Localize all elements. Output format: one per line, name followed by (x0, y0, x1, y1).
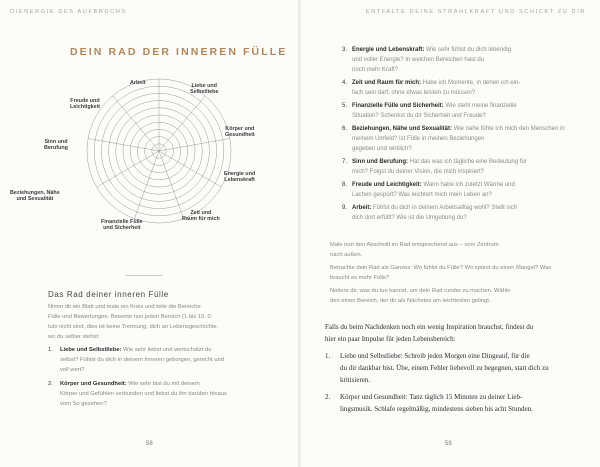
list-item-text: Lachen gespürt? Was leichtert mich mein Leben an? (352, 192, 492, 198)
wheel-spoke (159, 139, 230, 152)
list-item-text: Wie sehr fühlst du dich lebendig (426, 47, 512, 53)
list-item-text: Hat das was ich tägliche eine Bedeutung für (409, 159, 527, 165)
wheel-spoke (159, 96, 205, 151)
wheel-label-koerper: Körper und Gesundheit (225, 126, 255, 139)
list-item-number: 4. (342, 80, 348, 86)
list-item-text: gegeben und wirklich? (352, 146, 412, 152)
wheel-label-energie: Energie und Lebenskraft (224, 171, 256, 184)
list-item-text: Wie sehr liebst und wertschätzt du (123, 347, 212, 353)
wheel-spoke (159, 151, 221, 187)
reflection-line: braucht es mehr Fülle? (330, 275, 390, 281)
list-item-number: 3. (342, 47, 348, 53)
serif-item-line: Körper und Gesundheit: Tanz täglich 15 Minuten zu deiner Lieb- (340, 393, 523, 401)
wheel-spoke (97, 151, 159, 187)
section-subheading: Das Rad deiner inneren Fülle (48, 290, 169, 299)
list-item-number: 7. (342, 159, 348, 165)
list-item-number: 5. (342, 103, 348, 109)
list-item-text: noch mehr Kraft? (352, 67, 399, 73)
page-number-right: 59 (445, 441, 452, 447)
list-item-text: fach sein darf, ohne etwas leisten zu müssen? (352, 90, 476, 96)
list-item-text: Wie steht meine finanzielle (445, 103, 517, 109)
wheel-label-sinn: Sinn und Berufung (44, 139, 68, 152)
running-header-left: DIENERGIE DES AUFBRUCHS (10, 9, 127, 15)
list-item-number: 8. (342, 182, 348, 188)
list-item-number: 2. (48, 381, 53, 387)
list-item-text: dich dort erfüllt? Wie ist die Umgebung du? (352, 215, 467, 221)
serif-item-line: Liebe und Selbstliebe: Schreib jeden Morgen eine Dingeauf, für die (340, 352, 530, 360)
serif-item-line: du dir dankbar bist. Übe, einem Fehler liebevoll zu begegnen, statt dich zu (340, 364, 549, 372)
serif-item-line: kritisieren. (340, 376, 371, 384)
list-item-label: Sinn und Berufung: (352, 159, 408, 165)
left-page (0, 0, 299, 467)
wheel-spoke (88, 139, 159, 152)
list-item-text: selbst? Fühlst du dich in deinem Inneren geborgen, gerecht und (60, 357, 225, 363)
list-item-text: Wie sehr bist du mit deinem (128, 381, 200, 387)
serif-item-line: lingsmusik. Schlafe regelmäßig, mindestens sieben bis acht Stunden. (340, 405, 533, 413)
list-item-text: Körper und Gefühlen verbunden und liebst du ihn darüber hinaus (60, 391, 227, 397)
wheel-diagram (0, 66, 299, 266)
list-item-label: Liebe und Selbstliebe: (60, 347, 122, 353)
wheel-label-arbeit: Arbeit (130, 80, 146, 86)
page-title: DEIN RAD DER INNEREN FÜLLE (70, 46, 288, 58)
list-item-label: Freude und Leichtigkeit: (352, 182, 422, 188)
list-item-text: meinem Umfeld? Ist Fülle in meinen Beziehungen (352, 136, 485, 142)
list-item-text: Wie nahe fühle ich mich den Menschen in (453, 126, 565, 132)
list-item-label: Arbeit: (352, 205, 372, 211)
list-item-label: Energie und Lebenskraft: (352, 47, 425, 53)
list-item-text: Habe ich Momente, in denen ich ein- (422, 80, 521, 86)
reflection-line: Betrachte dein Rad als Ganzes: Wo fühlst du Fülle? Wo spürst du einen Mangel? Was (330, 265, 552, 271)
list-item-label: Finanzielle Fülle und Sicherheit: (352, 103, 444, 109)
list-item-number: 9. (342, 205, 348, 211)
running-header-right: ENTFALTE DEINE STRAHLKRAFT UND SCHICKT ZU DIR (365, 9, 586, 15)
list-item-number: 1. (48, 347, 53, 353)
serif-intro-line: hier ein paar Impulse für jeden Lebensbereich: (325, 335, 456, 343)
body-line-4: wo du selber stehst: (48, 334, 100, 340)
list-item-text: Wann habe ich zuletzt Wärme und (423, 182, 515, 188)
section-divider (126, 275, 162, 276)
wheel-label-freude: Freude und Leichtigkeit (70, 98, 100, 111)
wheel-label-zeit: Zeit und Raum für mich (182, 210, 220, 223)
body-line-2: Fülle und Bewertungen. Bewerte nun jeden Bereich (1 bis 10. 0 (48, 314, 211, 320)
list-item (60, 345, 211, 355)
list-item-number: 6. (342, 126, 348, 132)
serif-item-number: 1. (325, 352, 331, 360)
reflection-line: Male nun den Abschnitt im Rad entsprechend aus – vom Zentrum (330, 242, 499, 248)
list-item-label: Beziehungen, Nähe und Sexualität: (352, 126, 453, 132)
body-line-3: tuts nicht sind, dies ist keine Trennung, dich an Lebensgeschichte. (48, 324, 219, 330)
reflection-line: Notiere dir, was du tun kannst, um dein Rad runder zu machen. Wähle (330, 288, 511, 294)
wheel-of-fullness (0, 66, 299, 266)
reflection-line: nach außen. (330, 252, 363, 258)
wheel-label-beziehungen: Beziehungen, Nähe und Sexualität (10, 190, 60, 203)
list-item (60, 379, 200, 389)
reflection-line: den einen Bereich, der dir als Nächstes am leichtesten gelingt. (330, 298, 491, 304)
page-number-left: 58 (146, 441, 153, 447)
serif-intro-line: Falls du beim Nachdenken noch ein wenig Inspiration brauchst, findest du (325, 323, 534, 331)
list-item-label: Zeit und Raum für mich: (352, 80, 421, 86)
wheel-label-liebe: Liebe und Selbstliebe (190, 83, 219, 96)
list-item-text: und voller Energie? In welchen Bereichen hast du (352, 57, 485, 63)
list-item-label: Körper und Gesundheit: (60, 381, 127, 387)
body-line-1: Nimm dir ein Blatt und male ein Kreis und teile die Bereiche (48, 304, 201, 310)
wheel-spoke (113, 96, 159, 151)
wheel-label-finanzielle: Finanzielle Fülle und Sicherheit (101, 219, 143, 232)
list-item-text: voll wert? (60, 367, 85, 373)
list-item-text: Situation? Schenkst du dir Sicherheit und Freude? (352, 113, 486, 119)
list-item-text: Fühlst du dich in deinem Arbeitsalltag wohl? Stellt sich (373, 205, 518, 211)
serif-item-number: 2. (325, 393, 331, 401)
list-item-text: vom So gesehen? (60, 401, 107, 407)
list-item-text: mich? Folgst du deiner Vision, die mich inspiriert? (352, 169, 484, 175)
